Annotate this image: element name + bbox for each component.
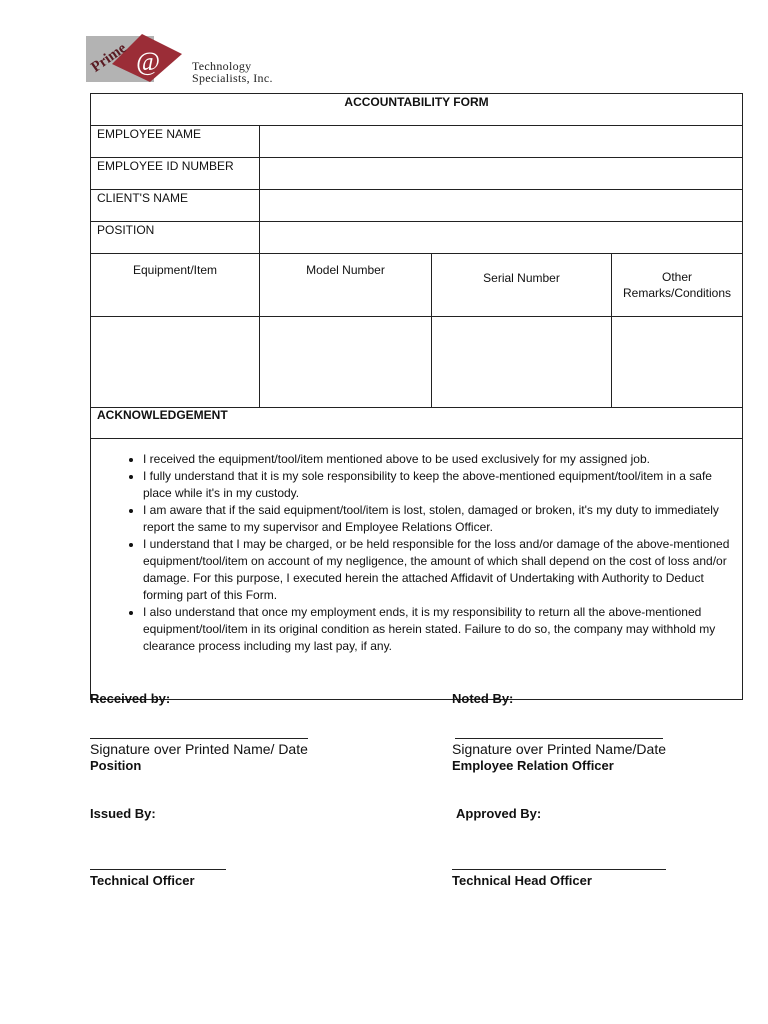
logo-wordmark [192,60,273,84]
position-label: POSITION [91,222,260,254]
column-header-remarks: Other Remarks/Conditions [612,254,743,317]
equipment-cell[interactable] [91,317,260,408]
logo-at-symbol: @ [136,47,160,76]
received-by-label: Received by: [90,691,171,706]
column-header-equipment: Equipment/Item [91,254,260,317]
issued-by-label: Issued By: [90,806,156,821]
approved-by-label: Approved By: [456,806,542,821]
approved-role: Technical Head Officer [452,873,592,888]
remarks-cell[interactable] [612,317,743,408]
issued-signature-line [90,869,226,870]
employee-name-field[interactable] [260,126,743,158]
form-title: ACCOUNTABILITY FORM [91,94,743,126]
employee-name-label: EMPLOYEE NAME [91,126,260,158]
client-name-field[interactable] [260,190,743,222]
acknowledgement-item: • I understand that I may be charged, or be held responsible for the loss and/or damage of the above-mentioned equipment/tool/item on account of my negligence, the amount of which shall depend on the cost of loss and/or damage. For this purpose, I executed herein the attached Affidavit of Undertaking with Authority to Deduct forming part of this Form. [143,536,730,604]
acknowledgement-item: • I received the equipment/tool/item mentioned above to be used exclusively for my assigned job. [143,451,730,468]
received-signature-caption: Signature over Printed Name/ Date [90,741,308,757]
issued-role: Technical Officer [90,873,195,888]
acknowledgement-item: • I am aware that if the said equipment/tool/item is lost, stolen, damaged or broken, it's my duty to immediately report the same to my supervisor and Employee Relations Officer. [143,502,730,536]
acknowledgement-title: ACKNOWLEDGEMENT [91,408,743,439]
acknowledgement-body [91,439,743,700]
noted-by-label: Noted By: [452,691,514,706]
employee-id-label: EMPLOYEE ID NUMBER [91,158,260,190]
noted-signature-caption: Signature over Printed Name/Date [452,741,666,757]
client-name-label: CLIENT'S NAME [91,190,260,222]
approved-signature-line [452,869,666,870]
model-number-cell[interactable] [260,317,432,408]
column-header-model-number: Model Number [260,254,432,317]
received-role: Position [90,758,142,773]
position-field[interactable] [260,222,743,254]
noted-role: Employee Relation Officer [452,758,614,773]
serial-number-cell[interactable] [432,317,612,408]
received-signature-line [90,738,308,739]
column-header-serial-number: Serial Number [432,254,612,317]
noted-signature-line [455,738,663,739]
accountability-form-table [90,93,743,700]
logo-line-1: Technology [192,59,252,73]
acknowledgement-item: • I also understand that once my employment ends, it is my responsibility to return all the above-mentioned equipment/tool/item in its original condition as herein stated. Failure to do so, the company may withhold my clearance process including my last pay, if any. [143,604,730,655]
acknowledgement-list [101,451,730,655]
acknowledgement-item: • I fully understand that it is my sole responsibility to keep the above-mentioned equipment/tool/item in a safe place while it's in my custody. [143,468,730,502]
logo-badge-text: Prime [88,40,130,76]
employee-id-field[interactable] [260,158,743,190]
logo-line-2: Specialists, Inc. [192,71,273,85]
